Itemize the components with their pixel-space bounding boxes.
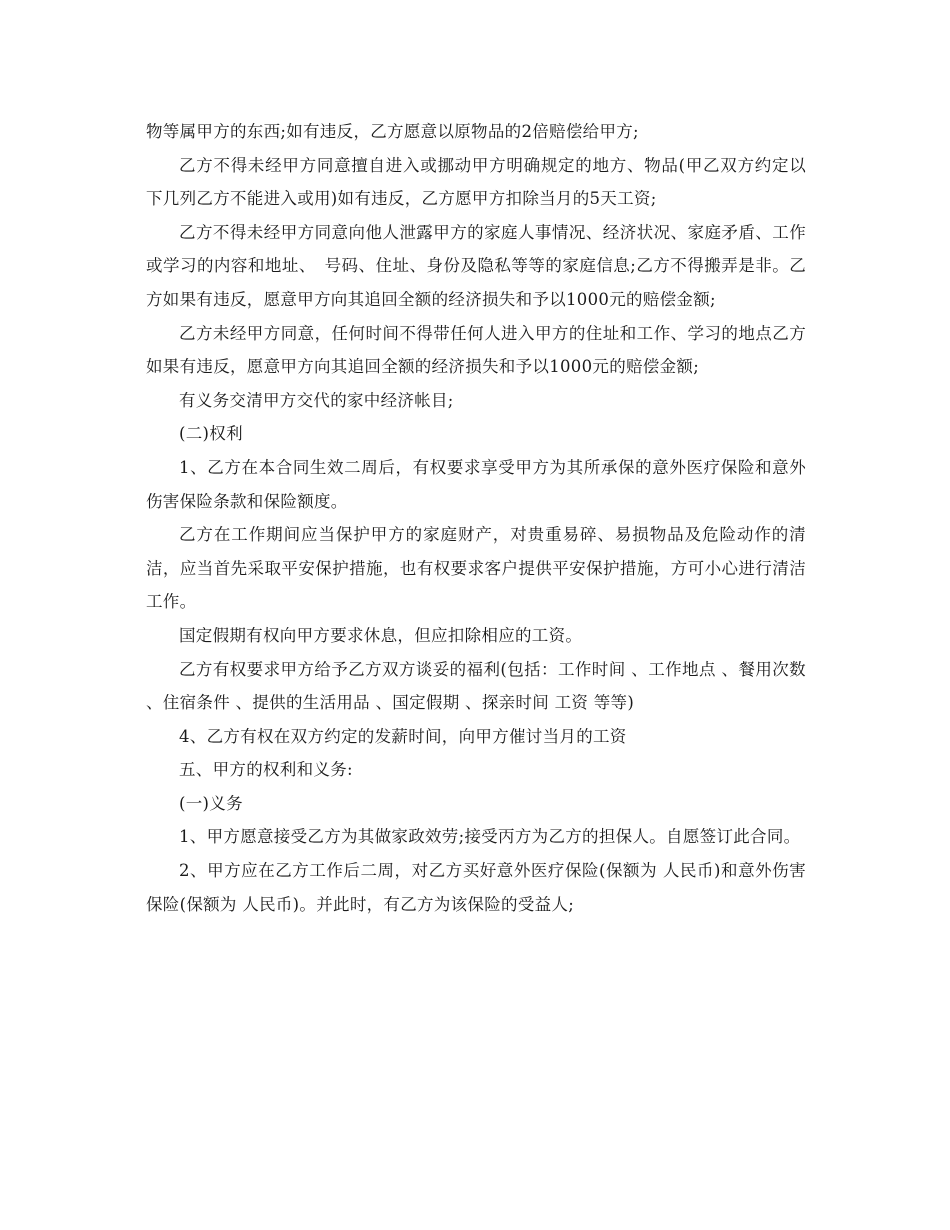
- paragraph-15: 2、甲方应在乙方工作后二周，对乙方买好意外医疗保险(保额为 人民币)和意外伤害保险(保额为 人民币)。并此时，有乙方为该保险的受益人;: [146, 861, 806, 914]
- document-body: [146, 115, 806, 921]
- paragraph-7: 1、乙方在本合同生效二周后，有权要求享受甲方为其所承保的意外医疗保险和意外伤害保险条款和保险额度。: [146, 457, 806, 511]
- paragraph-9: 国定假期有权向甲方要求休息，但应扣除相应的工资。: [179, 625, 583, 645]
- paragraph-1: 物等属甲方的东西;如有违反，乙方愿意以原物品的2倍赔偿给甲方;: [146, 122, 639, 141]
- paragraph-4: 乙方未经甲方同意，任何时间不得带任何人进入甲方的住址和工作、学习的地点乙方如果有违反，愿意甲方向其追回全额的经济损失和予以1000元的赔偿金额;: [146, 323, 806, 377]
- paragraph-8: 乙方在工作期间应当保护甲方的家庭财产，对贵重易碎、易损物品及危险动作的清洁，应当首先采取平安保护措施，也有权要求客户提供平安保护措施，方可小心进行清洁工作。: [146, 525, 806, 612]
- paragraph-11: 4、乙方有权在双方约定的发薪时间，向甲方催讨当月的工资: [179, 726, 627, 746]
- paragraph-5: 有义务交清甲方交代的家中经济帐目;: [179, 390, 454, 410]
- section-heading-rights: (二)权利: [179, 424, 243, 444]
- paragraph-2: 乙方不得未经甲方同意擅自进入或挪动甲方明确规定的地方、物品(甲乙双方约定以下几列乙方不能进入或用)如有违反，乙方愿甲方扣除当月的5天工资;: [146, 155, 806, 209]
- paragraph-14: 1、甲方愿意接受乙方为其做家政效劳;接受丙方为乙方的担保人。自愿签订此合同。: [179, 827, 801, 847]
- paragraph-3: 乙方不得未经甲方同意向他人泄露甲方的家庭人事情况、经济状况、家庭矛盾、工作或学习的内容和地址、 号码、住址、身份及隐私等等的家庭信息;乙方不得搬弄是非。乙方如果有违反，愿意甲方向其追回全额的经济损失和予以1000元的赔偿金额;: [146, 222, 806, 309]
- paragraph-10: 乙方有权要求甲方给予乙方双方谈妥的福利(包括：工作时间 、工作地点 、餐用次数 、住宿条件 、提供的生活用品 、国定假期 、探亲时间 工资 等等): [146, 659, 806, 713]
- section-heading-party-a: 五、甲方的权利和义务:: [179, 760, 353, 780]
- section-heading-obligations: (一)义务: [179, 793, 243, 813]
